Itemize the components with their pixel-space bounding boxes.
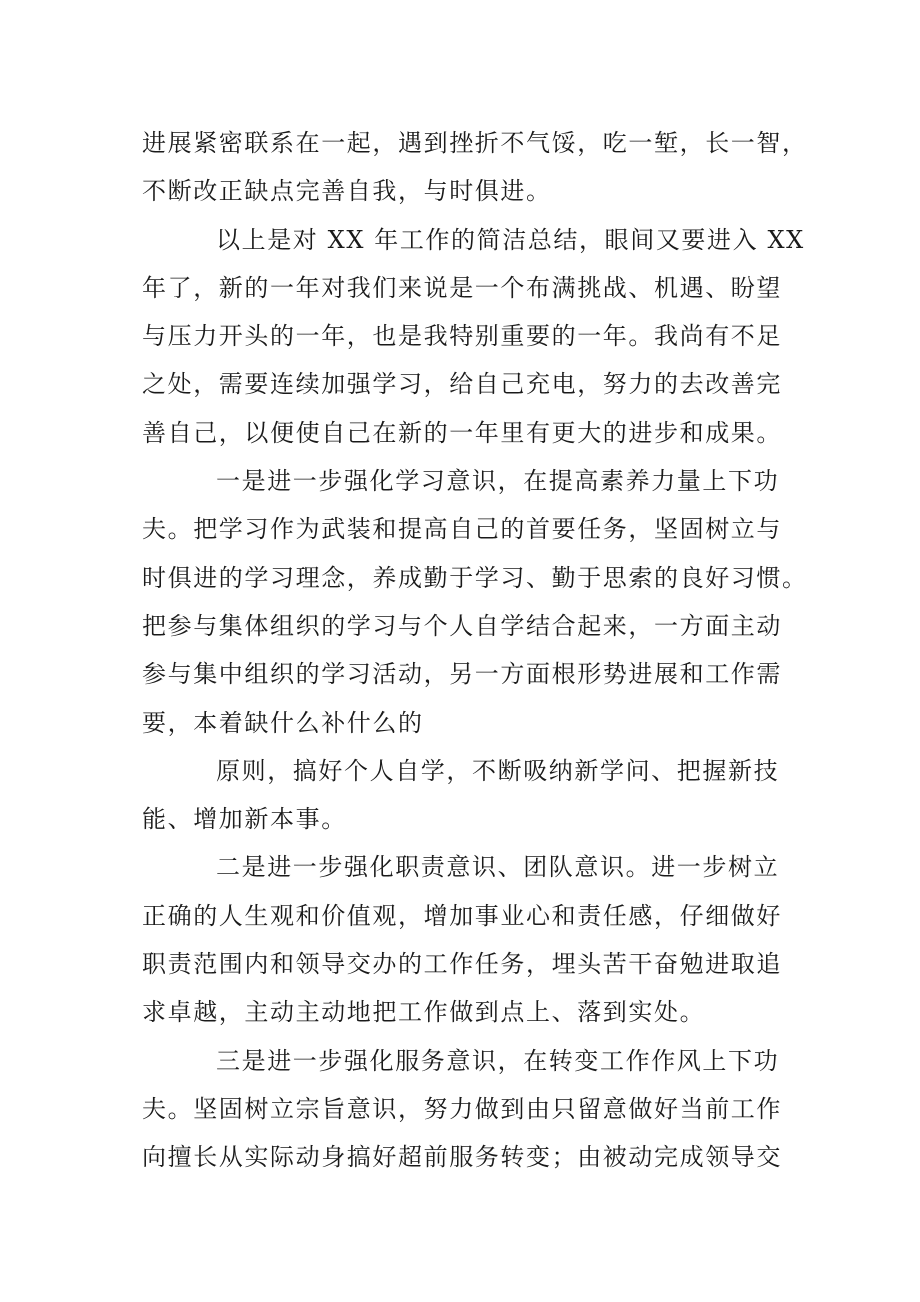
- text-line: 年了，新的一年对我们来说是一个布满挑战、机遇、盼望: [142, 273, 782, 302]
- text-line: 正确的人生观和价值观，增加事业心和责任感，仔细做好: [142, 901, 782, 930]
- text-line: 不断改正缺点完善自我，与时俱进。: [142, 177, 552, 206]
- paragraph-1: [142, 119, 808, 216]
- text-line: 参与集中组织的学习活动，另一方面根形势进展和工作需: [142, 660, 782, 689]
- text-line: 原则，搞好个人自学，不断吸纳新学问、把握新技: [216, 756, 780, 785]
- text-line: 求卓越，主动主动地把工作做到点上、落到实处。: [142, 998, 706, 1027]
- text-line: 要，本着缺什么补什么的: [142, 708, 424, 737]
- text-line: 夫。把学习作为武装和提高自己的首要任务，坚固树立与: [142, 515, 782, 544]
- text-line: 之处，需要连续加强学习，给自己充电，努力的去改善完: [142, 370, 782, 399]
- text-line: 把参与集体组织的学习与个人自学结合起来，一方面主动: [142, 611, 782, 640]
- paragraph-6: [142, 1037, 782, 1182]
- text-line: 能、增加新本事。: [142, 805, 347, 834]
- text-line: 进展紧密联系在一起，遇到挫折不气馁，吃一堑，长一智，: [142, 129, 808, 157]
- paragraph-4: [142, 747, 782, 844]
- text-line: 以上是对 XX 年工作的简洁总结，眼间又要进入 XX: [216, 225, 805, 254]
- text-line: 二是进一步强化职责意识、团队意识。进一步树立: [216, 853, 780, 882]
- text-line: 与压力开头的一年，也是我特别重要的一年。我尚有不足: [142, 322, 782, 351]
- text-line: 善自己，以便使自己在新的一年里有更大的进步和成果。: [142, 418, 782, 447]
- paragraph-5: [142, 843, 782, 1036]
- text-line: 一是进一步强化学习意识，在提高素养力量上下功: [216, 467, 780, 496]
- document-body: [142, 119, 808, 1182]
- text-line: 三是进一步强化服务意识，在转变工作作风上下功: [216, 1046, 780, 1075]
- text-line: 时俱进的学习理念，养成勤于学习、勤于思索的良好习惯。: [142, 563, 808, 592]
- text-line: 职责范围内和领导交办的工作任务，埋头苦干奋勉进取追: [142, 950, 782, 979]
- paragraph-3: [142, 457, 808, 747]
- text-line: 向擅长从实际动身搞好超前服务转变；由被动完成领导交: [142, 1143, 782, 1172]
- paragraph-2: [142, 216, 805, 457]
- text-line: 夫。坚固树立宗旨意识，努力做到由只留意做好当前工作: [142, 1094, 782, 1123]
